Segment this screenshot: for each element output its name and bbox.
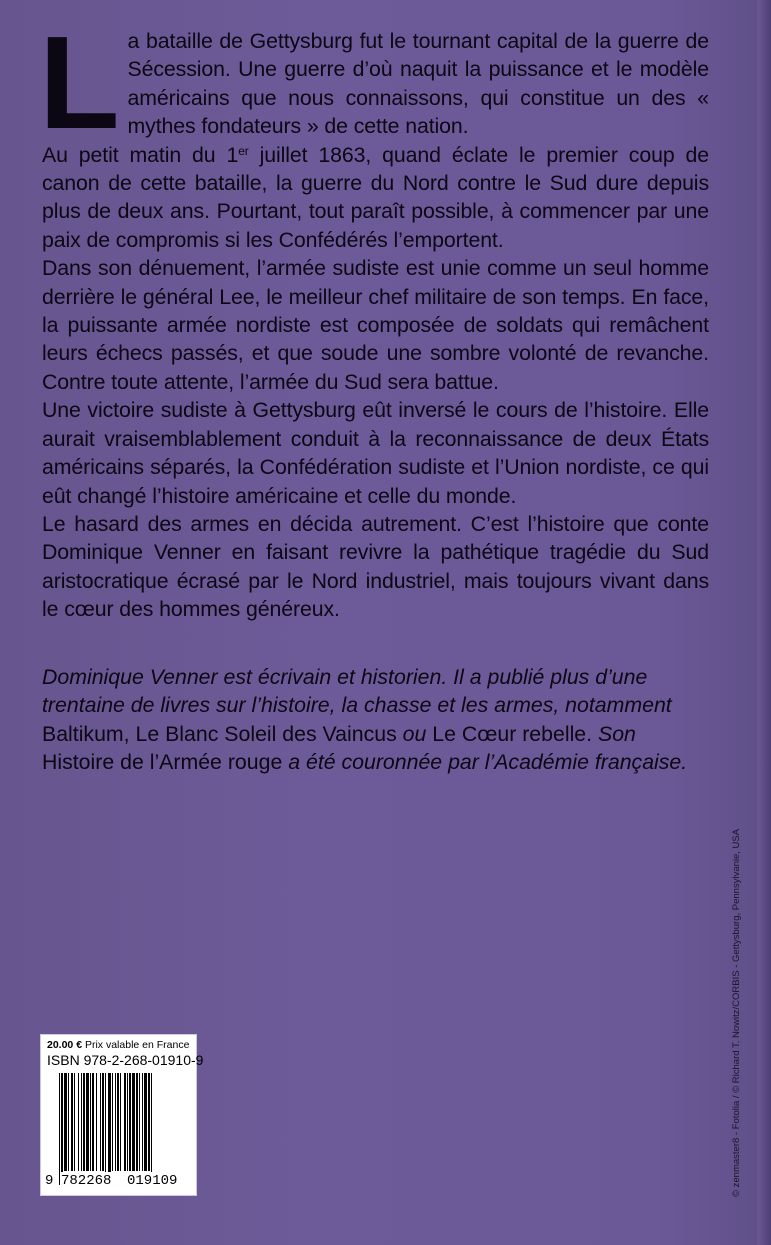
barcode-bar [127, 1073, 128, 1171]
barcode-bar [117, 1073, 119, 1171]
barcode-bar [64, 1073, 67, 1171]
spine-edge [757, 0, 771, 1245]
blurb [39, 9, 710, 624]
drop-cap: L [39, 9, 120, 156]
barcode-bar [61, 1073, 63, 1185]
bio-s2: ou [402, 721, 427, 746]
barcode-bars [45, 1073, 192, 1185]
barcode-bar [124, 1073, 126, 1171]
barcode-bar [92, 1073, 94, 1171]
barcode-bar [71, 1073, 73, 1171]
bio-s4: a été couronnée par l’Académie française. [288, 750, 688, 775]
barcode-bar [96, 1073, 97, 1171]
barcode-bar [148, 1073, 150, 1171]
author-bio [42, 663, 709, 777]
blurb-p2-rest: juillet 1863, quand éclate le premier coup de canon de cette bataille, la guerre du Nord contre le Sud dure depuis plus de deux ans. Pourtant, tout paraît possible, à commencer par une paix de compromis si les Confédérés l’emportent. [42, 142, 710, 252]
barcode-digit-group-1: 782268 [61, 1173, 112, 1189]
bio-s3: Son [597, 721, 636, 746]
barcode-bar [136, 1073, 138, 1171]
blurb-paragraph-2 [42, 141, 709, 255]
barcode-bar [59, 1073, 60, 1185]
blurb-p2-sup: er [238, 143, 249, 158]
barcode-bar [86, 1073, 89, 1171]
barcode-bar [139, 1073, 140, 1171]
barcode-bar [68, 1073, 69, 1171]
bio-s1: Dominique Venner est écrivain et historien. Il a publié plus d’une trentaine de livres sur l’histoire, la chasse et les armes, notamment [42, 665, 672, 718]
blurb-p2-start: Au petit matin du 1 [42, 142, 239, 167]
barcode-bar [78, 1073, 79, 1171]
barcode-bar [120, 1073, 121, 1171]
blurb-paragraph-4: Une victoire sudiste à Gettysburg eût inversé le cours de l’histoire. Elle aurait vraisemblablement conduit à la reconnaissance de deux États américains séparés, la Confédération sudiste et l’Union nordiste, ce qui eût changé l’histoire américaine et celle du monde. [42, 398, 709, 508]
barcode-bar [83, 1073, 85, 1171]
barcode-bar [100, 1073, 101, 1171]
barcode-bar [142, 1073, 143, 1171]
barcode-digits [41, 1172, 196, 1190]
barcode-digit-group-2: 019109 [127, 1173, 178, 1189]
barcode-bar [81, 1073, 82, 1171]
isbn-text: ISBN 978-2-268-01910-9 [47, 1052, 204, 1068]
bio-t3: Histoire de l’Armée rouge [42, 750, 289, 775]
price-note: Prix valable en France [84, 1039, 190, 1051]
barcode-bar [102, 1073, 104, 1171]
barcode-bar [112, 1073, 113, 1171]
blurb-paragraph-3: Dans son dénuement, l’armée sudiste est unie comme un seul homme derrière le général Lee, le meilleur chef militaire de son temps. En face, la puissante armée nordiste est composée de soldats qui remâchent leurs échecs passés, et que soude une sombre volonté de revanche. Contre toute attente, l’armée du Sud sera battue. [42, 256, 709, 394]
bio-t1: Baltikum, Le Blanc Soleil des Vaincus [42, 721, 403, 746]
price-line [47, 1039, 189, 1051]
barcode-bar [129, 1073, 131, 1171]
barcode-bar [151, 1073, 152, 1185]
price-amount: 20.00 € [47, 1039, 83, 1051]
barcode-bar [105, 1073, 106, 1185]
blurb-paragraph-5: Le hasard des armes en décida autrement. C’est l’histoire que conte Dominique Venner en faisant revivre la pathétique tragédie du Sud aristocratique écrasé par le Nord industriel, mais toujours vivant dans le cœur des hommes généreux. [42, 511, 709, 622]
barcode-bar [108, 1073, 111, 1185]
barcode-bar [115, 1073, 116, 1171]
bio-t2: Le Cœur rebelle. [426, 721, 598, 746]
barcode-block [40, 1034, 204, 1196]
barcode-bar [90, 1073, 91, 1171]
barcode-digit-first: 9 [45, 1173, 54, 1189]
photo-credit: © zenmaster8 - Fotolia / © Richard T. Nowitz/CORBIS - Gettysburg, Pennsylvanie, USA [731, 828, 742, 1197]
barcode-bar [132, 1073, 135, 1171]
barcode-bar [144, 1073, 147, 1171]
blurb-p1-text: a bataille de Gettysburg fut le tournant capital de la guerre de Sécession. Une guerre d’où naquit la puissance et le modèle américains que nous connaissons, qui constitue un des « mythes fondateurs » de cette nation. [127, 29, 709, 139]
barcode-bar [74, 1073, 75, 1171]
